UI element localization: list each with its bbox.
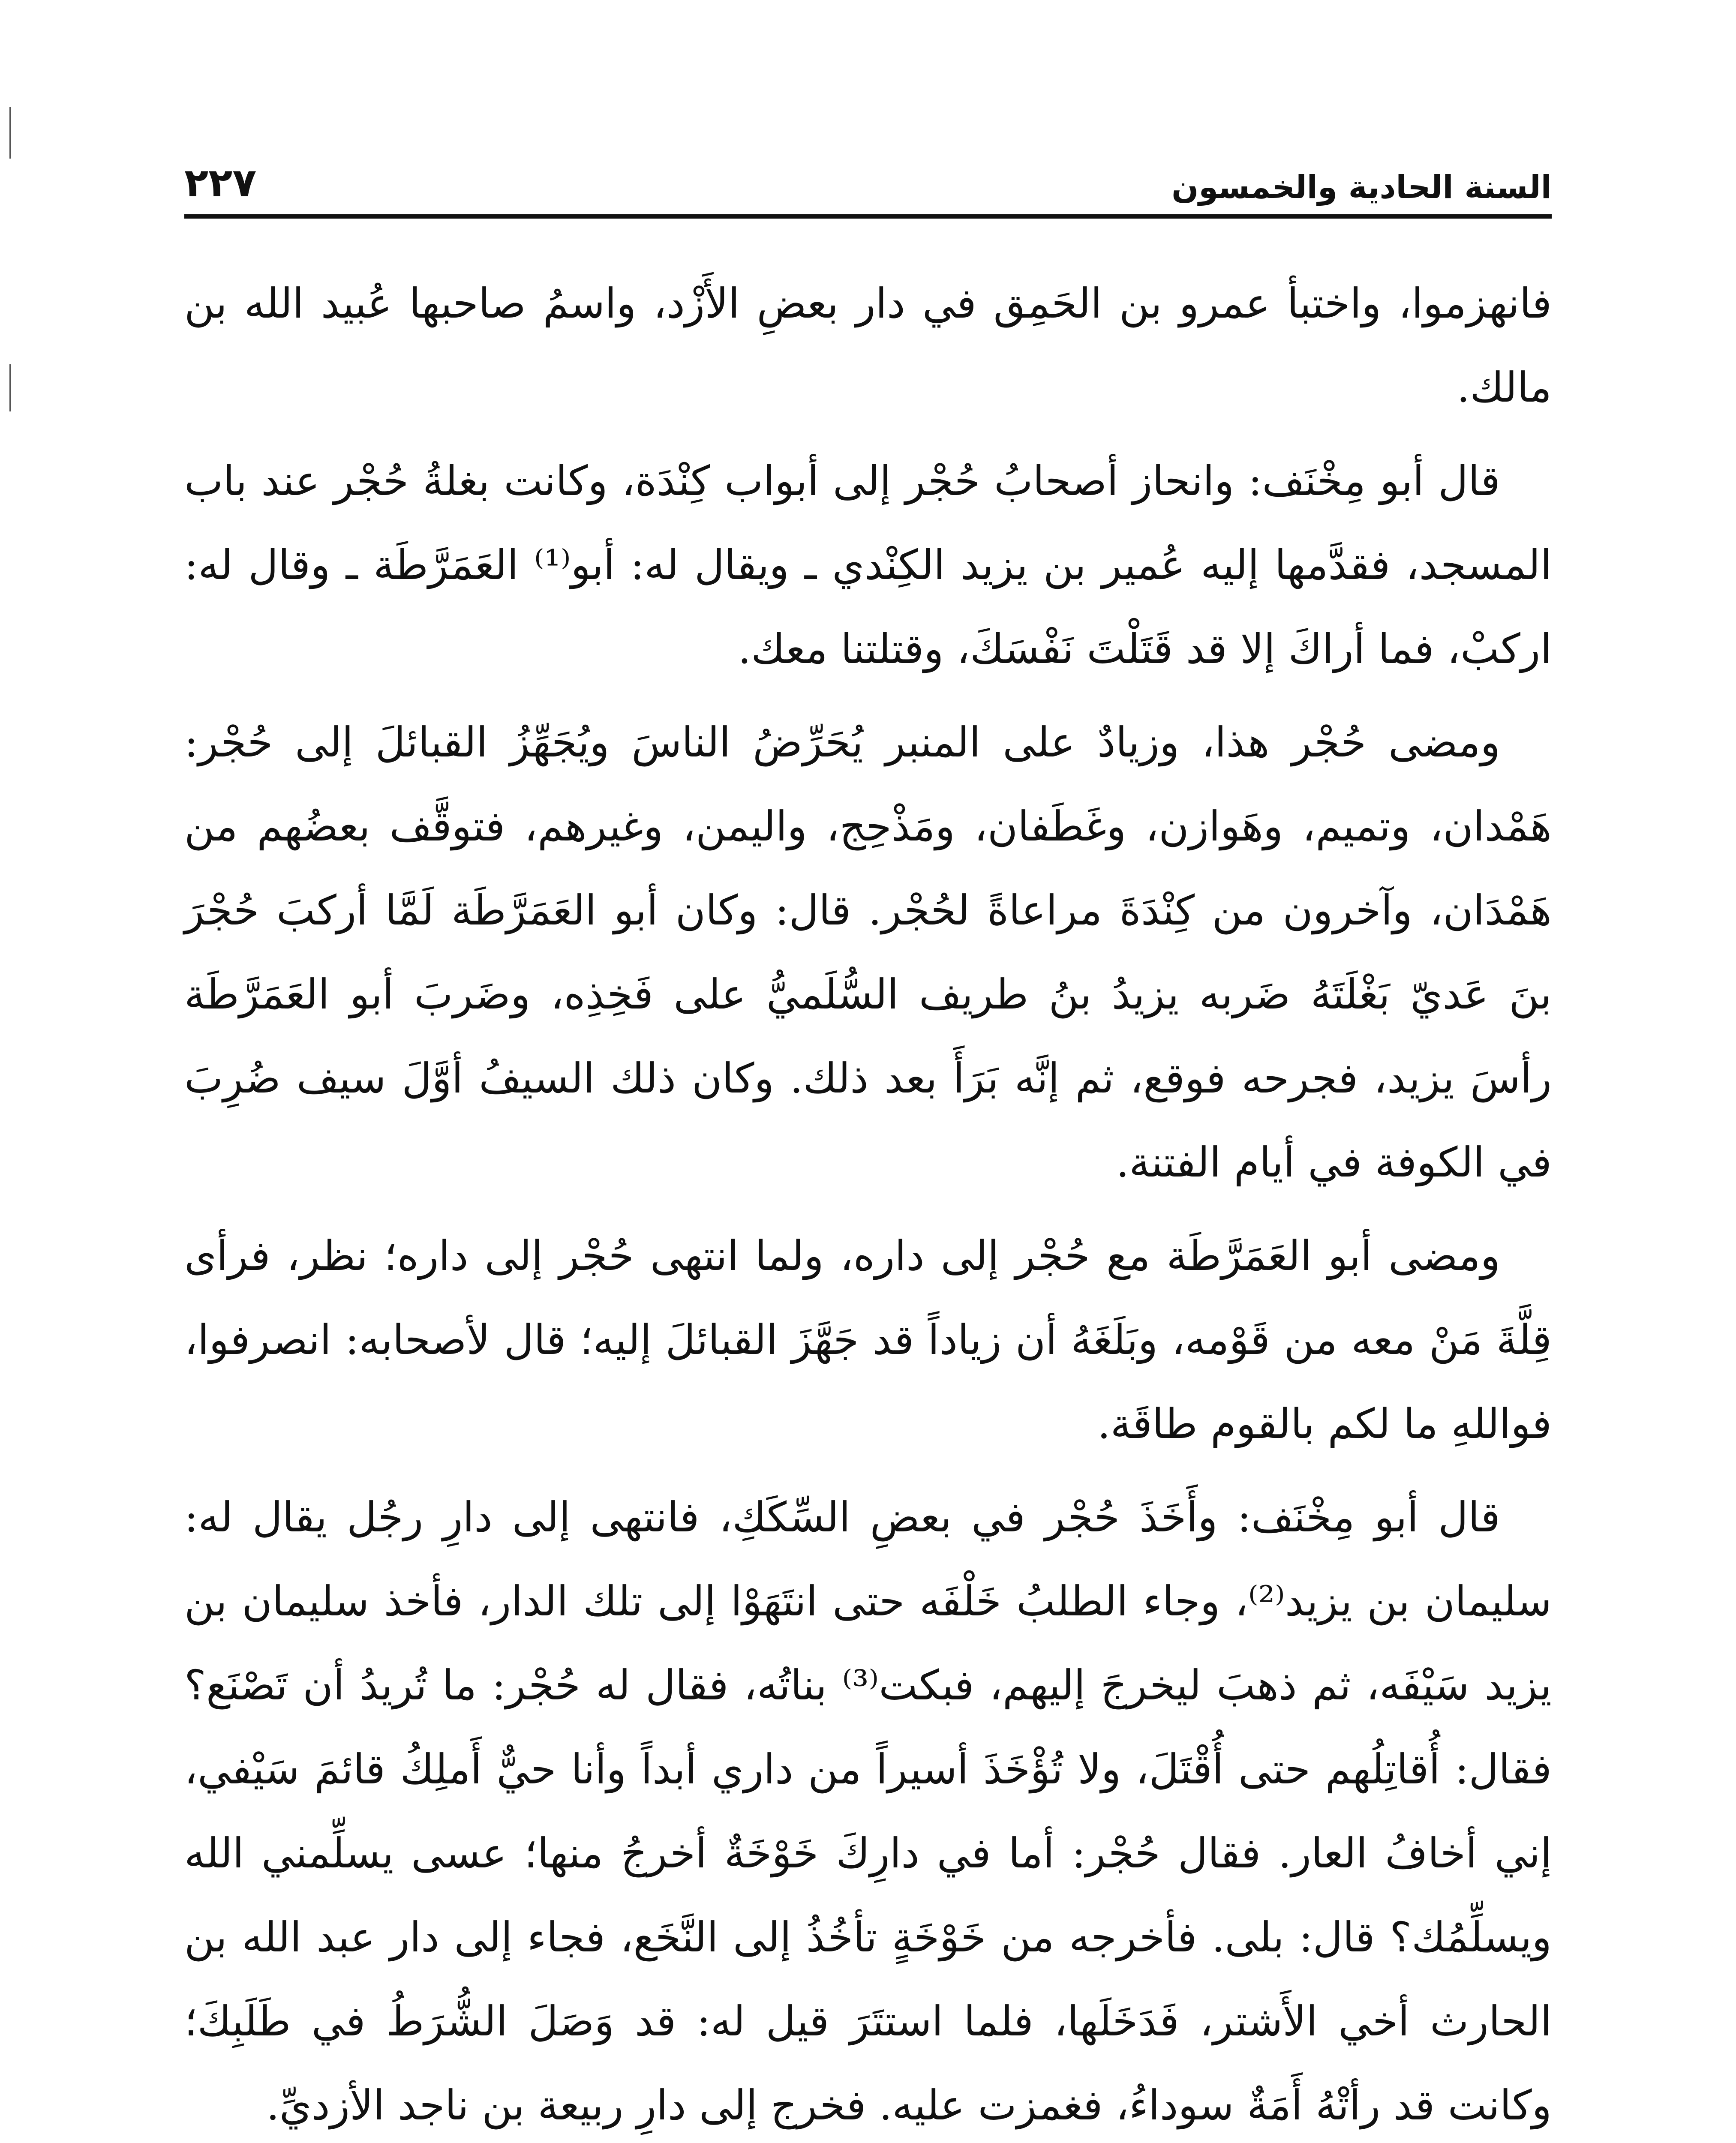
scan-edge-mark [9,107,11,159]
paragraph: ومضى حُجْر هذا، وزيادٌ على المنبر يُحَرِّضُ الناسَ ويُجَهِّزُ القبائلَ إلى حُجْر: هَمْدان، وتميم، وهَوازن، وغَطَفان، ومَذْحِج، واليمن، وغيرهم، فتوقَّف بعضُهم من هَمْدَان، وآخرون من كِنْدَةَ مراعاةً لحُجْر. قال: وكان أبو العَمَرَّطَة لَمَّا أركبَ حُجْرَ بنَ عَديّ بَغْلَتَهُ ضَربه يزيدُ بنُ طريف السُّلَميُّ على فَخِذِه، وضَربَ أبو العَمَرَّطَة رأسَ يزيد، فجرحه فوقع، ثم إنَّه بَرَأَ بعد ذلك. وكان ذلك السيفُ أوَّلَ سيف ضُرِبَ في الكوفة في أيام الفتنة. [184,718,1552,1186]
paragraph: ومضى أبو العَمَرَّطَة مع حُجْر إلى داره، ولما انتهى حُجْر إلى داره؛ نظر، فرأى قِلَّةَ مَنْ معه من قَوْمه، وبَلَغَهُ أن زياداً قد جَهَّزَ القبائلَ إليه؛ قال لأصحابه: انصرفوا، فواللهِ ما لكم بالقوم طاقَة. [184,1232,1552,1448]
page-number: ٢٢٧ [184,160,257,206]
paragraph: قال أبو مِخْنَف: وانحاز أصحابُ حُجْر إلى أبواب كِنْدَة، وكانت بغلةُ حُجْر عند باب المسجد، فقدَّمها إليه عُمير بن يزيد الكِنْدي ـ ويقال له: أبو⁽¹⁾ العَمَرَّطَة ـ وقال له: اركبْ، فما أراكَ إلا قد قَتَلْتَ نَفْسَكَ، وقتلتنا معك. [184,457,1552,673]
main-text [184,261,1552,2143]
running-head: السنة الحادية والخمسون [1171,169,1552,206]
page-header [184,141,1552,206]
paragraph: فانهزموا، واختبأ عمرو بن الحَمِق في دار بعضِ الأَزْد، واسمُ صاحبها عُبيد الله بن مالك. [184,279,1552,411]
header-rule [184,214,1552,219]
scan-edge-mark [9,364,11,411]
paragraph: قال أبو مِخْنَف: وأَخَذَ حُجْر في بعضِ السِّكَكِ، فانتهى إلى دارِ رجُل يقال له: سليمان بن يزيد⁽²⁾، وجاء الطلبُ خَلْفَه حتى انتَهَوْا إلى تلك الدار، فأخذ سليمان بن يزيد سَيْفَه، ثم ذهبَ ليخرجَ إليهم، فبكت⁽³⁾ بناتُه، فقال له حُجْر: ما تُريدُ أن تَصْنَع؟ فقال: أُقاتِلُهم حتى أُقْتَلَ، ولا تُؤْخَذَ أسيراً من داري أبداً وأنا حيٌّ أَملِكُ قائمَ سَيْفي، إني أخافُ العار. فقال حُجْر: أما في دارِكَ خَوْخَةٌ أخرجُ منها؛ عسى يسلِّمني الله ويسلِّمُك؟ قال: بلى. فأخرجه من خَوْخَةٍ تأخُذُ إلى النَّخَع، فجاء إلى دار عبد الله بن الحارث أخي الأَشتر، فَدَخَلَها، فلما استتَرَ قيل له: قد وَصَلَ الشُّرَطُ في طَلَبِكَ؛ وكانت قد رأتْهُ أَمَةٌ سوداءُ، فغمزت عليه. فخرج إلى دارِ ربيعة بن ناجد الأزديِّ. [184,1493,1552,2129]
